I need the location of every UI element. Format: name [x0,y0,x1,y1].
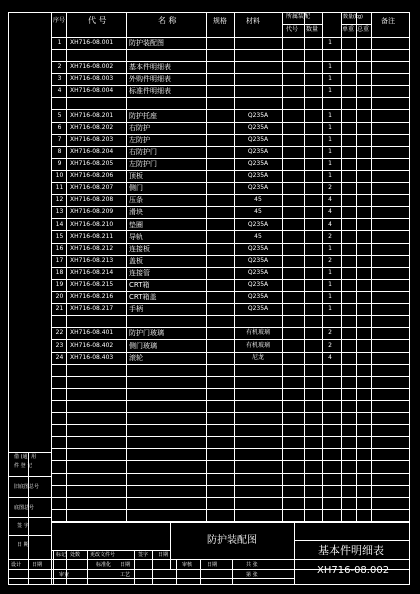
row-number: 4 [57,87,62,94]
grid-line [51,364,409,365]
tb-review-date: 日期 [207,562,218,568]
row-name: 标准件明细表 [129,87,171,95]
header-note: 备注 [381,17,395,25]
grid-line [51,49,409,50]
label-base-no: 底图总号 [14,505,35,511]
row-name: CRT箱盖 [129,293,157,301]
row-quantity: 1 [328,160,332,167]
row-code: XH716-08.401 [70,329,114,336]
row-code: XH716-08.206 [70,172,114,179]
grid-line [152,550,153,585]
header-code: 代 号 [88,16,107,25]
grid-line [51,291,409,292]
tb-total-sheets: 共 张 [246,562,258,568]
row-number: 6 [57,124,62,131]
grid-line [51,194,409,195]
grid-line [51,279,409,280]
row-code: XH716-08.403 [70,354,114,361]
row-number: 1 [57,39,62,46]
row-name: CRT箱 [129,281,150,289]
row-name: 右防护 [129,124,150,132]
grid-line [51,497,409,498]
row-number: 18 [55,269,64,276]
grid-line [51,61,409,62]
grid-line [51,206,409,207]
row-code: XH716-08.204 [70,148,114,155]
grid-line [51,424,409,425]
row-code: XH716-08.002 [70,63,114,70]
row-code: XH716-08.210 [70,221,114,228]
grid-line [170,522,171,569]
row-quantity: 1 [328,172,332,179]
header-ref-code: 代号 [286,26,299,33]
row-quantity: 1 [328,269,332,276]
row-material: 有机玻璃 [245,342,270,349]
sheet-name: 基本件明细表 [318,544,384,557]
row-number: 21 [55,305,64,312]
row-code: XH716-08.402 [70,342,114,349]
row-quantity: 1 [328,245,332,252]
grid-line [51,485,409,486]
row-material: 尼龙 [251,354,264,361]
tb-change-doc: 更改文件号 [90,552,116,558]
grid-line [51,158,409,159]
row-material: Q235A [247,112,269,119]
grid-line [66,550,67,585]
grid-line [51,315,409,316]
row-quantity: 1 [328,112,332,119]
label-borrow-2: 件 登 记 [14,463,33,469]
row-quantity: 1 [328,281,332,288]
grid-line [51,509,409,510]
grid-line [87,550,88,585]
grid-line [51,436,409,437]
grid-line [8,497,51,498]
row-quantity: 2 [328,257,332,264]
row-code: XH716-08.207 [70,184,114,191]
grid-line [51,218,409,219]
grid-line [51,412,409,413]
grid-line [8,517,51,518]
label-old-base-no: 旧底图总号 [14,484,40,490]
row-name: 顶板 [129,172,143,180]
row-material: Q235A [247,293,269,300]
header-qty-unit: 单重 [342,26,355,33]
row-quantity: 1 [328,39,332,46]
row-code: XH716-08.203 [70,136,114,143]
grid-line [51,473,409,474]
row-name: 连接板 [129,245,150,253]
row-number: 12 [55,196,64,203]
grid-line [294,522,295,585]
row-number: 16 [55,245,64,252]
row-name: 压条 [129,196,143,204]
grid-line [51,85,409,86]
row-number: 23 [55,342,64,349]
row-material: 45 [254,233,262,240]
row-name: 左防护门 [129,160,157,168]
row-quantity: 1 [328,148,332,155]
row-number: 19 [55,281,64,288]
row-name: 手柄 [129,305,143,313]
row-material: 有机玻璃 [245,329,270,336]
row-material: Q235A [247,305,269,312]
grid-line [51,388,409,389]
grid-line [51,182,409,183]
grid-line [200,559,201,585]
row-number: 3 [57,75,62,82]
row-material: Q235A [247,221,269,228]
grid-line [51,522,410,523]
row-quantity: 1 [328,87,332,94]
grid-line [51,255,409,256]
grid-line [51,376,409,377]
row-name: 基本件明细表 [129,63,171,71]
grid-line [51,37,409,38]
row-code: XH716-08.202 [70,124,114,131]
tb-design: 设计 [11,562,22,568]
grid-line [176,559,177,585]
row-number: 5 [57,112,62,119]
row-material: Q235A [247,136,269,143]
row-code: XH716-08.205 [70,160,114,167]
row-quantity: 1 [328,75,332,82]
row-material: Q235A [247,124,269,131]
row-name: 侧门玻璃 [129,342,157,350]
row-code: XH716-08.211 [70,233,114,240]
grid-line [51,97,409,98]
row-code: XH716-08.004 [70,87,114,94]
row-name: 防护门玻璃 [129,329,164,337]
row-name: 防护装配图 [129,39,164,47]
grid-line [134,550,135,585]
grid-line [51,550,170,551]
header-ref-top: 所属装配 [286,13,311,20]
grid-line [51,339,409,340]
tb-design-date: 日期 [32,562,43,568]
grid-line [8,535,51,536]
row-material: 45 [254,208,262,215]
row-quantity: 4 [328,221,332,228]
grid-line [51,122,409,123]
row-number: 22 [55,329,64,336]
row-material: Q235A [247,148,269,155]
row-number: 2 [57,63,62,70]
grid-line [51,352,409,353]
row-quantity: 1 [328,305,332,312]
grid-line [51,327,409,328]
row-name: 导轨 [129,233,143,241]
row-number: 8 [57,148,62,155]
row-code: XH716-08.212 [70,245,114,252]
row-name: 盖板 [129,257,143,265]
row-code: XH716-08.216 [70,293,114,300]
grid-line [8,578,294,579]
row-material: Q235A [247,160,269,167]
row-name: 连接管 [129,269,150,277]
row-quantity: 1 [328,63,332,70]
row-code: XH716-08.001 [70,39,114,46]
grid-line [51,243,409,244]
row-quantity: 4 [328,196,332,203]
tb-standard: 标准化 [96,562,112,568]
grid-line [51,400,409,401]
row-code: XH716-08.003 [70,75,114,82]
grid-line [8,559,410,560]
header-qty-top: 数量(kg) [343,14,363,20]
row-code: XH716-08.215 [70,281,114,288]
tb-sheet-no: 第 张 [246,572,258,578]
row-code: XH716-08.201 [70,112,114,119]
row-number: 15 [55,233,64,240]
tb-standard-date: 日期 [120,562,131,568]
row-number: 10 [55,172,64,179]
grid-line [282,24,322,25]
row-number: 20 [55,293,64,300]
grid-line [51,230,409,231]
grid-line [51,303,409,304]
label-sign: 签 字 [17,523,29,529]
grid-line [51,134,409,135]
header-spec: 规格 [213,17,227,25]
row-quantity: 2 [328,184,332,191]
grid-line [51,146,409,147]
header-ref-qty: 数量 [306,26,319,33]
row-name: 右防护门 [129,148,157,156]
row-code: XH716-08.208 [70,196,114,203]
row-number: 11 [55,184,64,191]
header-seq: 序号 [53,17,66,24]
row-quantity: 4 [328,354,332,361]
row-name: 左防护 [129,136,150,144]
header-material: 材料 [246,17,260,25]
grid-line [8,476,51,477]
row-name: 滚轮 [129,354,143,362]
row-code: XH716-08.213 [70,257,114,264]
row-material: Q235A [247,257,269,264]
grid-line [51,170,409,171]
row-code: XH716-08.209 [70,208,114,215]
row-number: 17 [55,257,64,264]
grid-line [341,24,371,25]
grid-line [51,109,409,110]
row-name: 垫圈 [129,221,143,229]
grid-line [51,460,409,461]
tb-check: 审查 [59,572,70,578]
row-number: 14 [55,221,64,228]
grid-line [51,448,409,449]
grid-line [51,73,409,74]
row-name: 防护托座 [129,112,157,120]
header-qty-total: 总重 [357,26,370,33]
row-quantity: 2 [328,342,332,349]
row-material: Q235A [247,269,269,276]
drawing-number: XH716-08.002 [317,565,390,576]
row-number: 9 [57,160,62,167]
grid-line [51,267,409,268]
header-name: 名 称 [158,16,177,25]
row-material: Q235A [247,245,269,252]
row-quantity: 2 [328,233,332,240]
label-date: 日 期 [17,542,29,548]
grid-line [51,452,52,585]
tb-count: 处数 [70,552,81,558]
row-quantity: 2 [328,329,332,336]
grid-line [53,550,54,585]
row-name: 侧门 [129,184,143,192]
row-quantity: 1 [328,124,332,131]
row-number: 24 [55,354,64,361]
row-name: 外购件明细表 [129,75,171,83]
grid-line [28,452,29,585]
row-number: 13 [55,208,64,215]
row-material: Q235A [247,184,269,191]
row-quantity: 1 [328,136,332,143]
tb-mark: 标记 [56,552,67,558]
row-number: 7 [57,136,62,143]
row-material: Q235A [247,172,269,179]
tb-process: 工艺 [120,572,131,578]
grid-line [294,540,410,541]
grid-line [232,559,233,585]
row-name: 滑块 [129,208,143,216]
tb-date: 日期 [158,552,169,558]
row-quantity: 1 [328,293,332,300]
row-material: Q235A [247,281,269,288]
row-quantity: 4 [328,208,332,215]
grid-line [8,452,51,453]
row-code: XH716-08.217 [70,305,114,312]
label-borrow-1: 借 (通) 用 [14,454,37,460]
tb-sign: 签字 [138,552,149,558]
tb-review: 审核 [182,562,193,568]
row-code: XH716-08.214 [70,269,114,276]
row-material: 45 [254,196,262,203]
drawing-name: 防护装配图 [207,535,257,546]
